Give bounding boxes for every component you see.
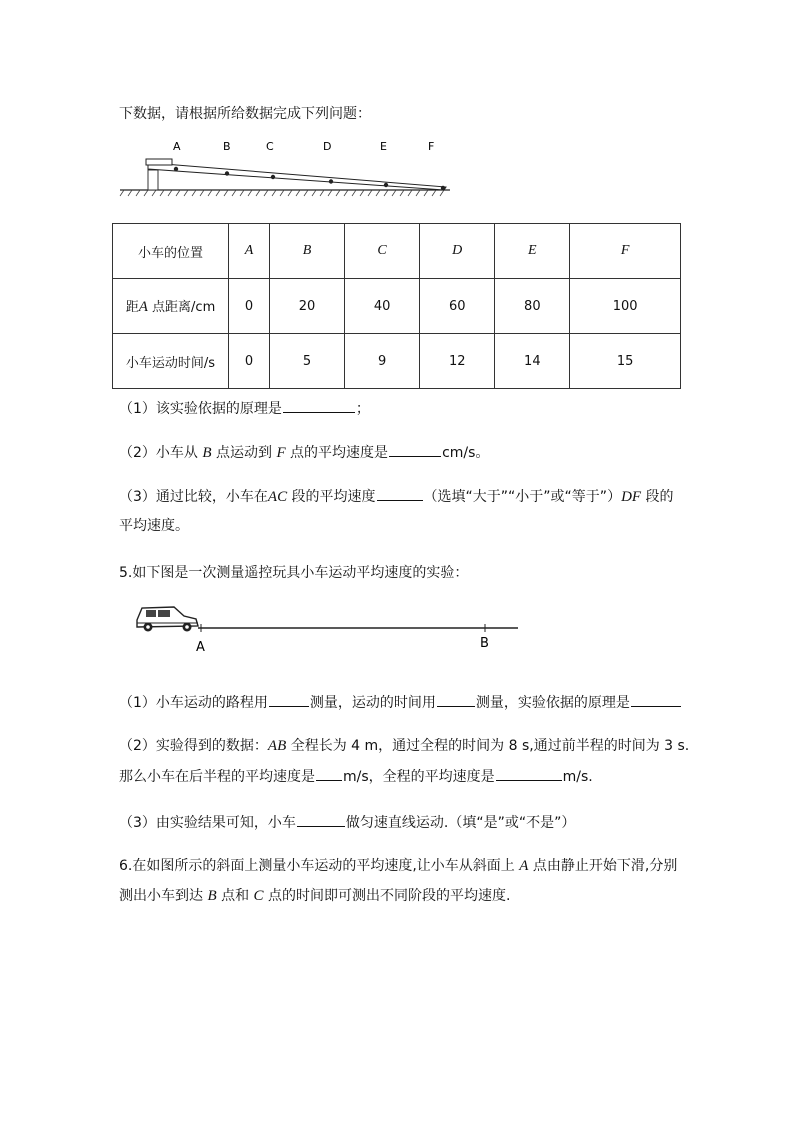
- q5-part3: [119, 812, 575, 833]
- q5-part1-text-a: （1）小车运动的路程用: [119, 695, 268, 711]
- incline-board: [148, 163, 446, 190]
- table-cell: 20: [269, 279, 344, 334]
- table-cell: 9: [345, 334, 420, 389]
- q5-part2: [119, 736, 689, 756]
- table-cell: 0: [229, 334, 270, 389]
- q5-part2-line2: [119, 766, 593, 787]
- incline-point-a: [174, 167, 178, 171]
- q4-part2-text-a: （2）小车从: [119, 445, 203, 461]
- table-row: [113, 334, 681, 389]
- q4-part3-choices: （选填“大于”“小于”或“等于”）: [423, 489, 622, 505]
- table-cell: C: [345, 224, 420, 279]
- q4-part1-text: （1）该实验依据的原理是: [119, 401, 282, 417]
- q6-text-a: 6.在如图所示的斜面上测量小车运动的平均速度,让小车从斜面上: [119, 858, 520, 874]
- q6-line2-c: 点和: [216, 888, 254, 904]
- incline-label-e: E: [380, 140, 387, 153]
- table-cell: 60: [420, 279, 495, 334]
- q5-part2-segment-ab: AB: [267, 738, 287, 754]
- distance-header-post: 点距离/cm: [147, 300, 216, 315]
- table-cell: B: [269, 224, 344, 279]
- table-cell: F: [570, 224, 681, 279]
- q4-part3-text-c: 段的平均速度: [287, 489, 376, 505]
- q5-title: 5.如下图是一次测量遥控玩具小车运动平均速度的实验：: [119, 565, 469, 581]
- track-label-a: A: [196, 640, 205, 654]
- q4-part3-segment-ac: AC: [267, 489, 288, 505]
- q4-part2: [119, 442, 489, 463]
- intro-text: 下数据，请根据所给数据完成下列问题：: [119, 106, 371, 122]
- answer-blank[interactable]: [316, 766, 342, 781]
- q4-part3-text-f: 段的: [641, 489, 674, 505]
- small-cart: [146, 159, 172, 165]
- table-row: [113, 279, 681, 334]
- q5-part2-text-c: 全程长为 4 m，通过全程的时间为 8 s,通过前半程的时间为 3 s.: [286, 738, 690, 754]
- ground-hatch: [120, 190, 450, 196]
- table-cell: 0: [229, 279, 270, 334]
- distance-header-pre: 距: [125, 300, 139, 315]
- table-cell: 5: [269, 334, 344, 389]
- q5-part1-text-c: 测量，实验依据的原理是: [475, 695, 630, 711]
- q4-part1: [119, 398, 370, 419]
- answer-blank[interactable]: [269, 692, 309, 707]
- q4-part3: [119, 486, 674, 507]
- q4-part2-text-e: 点的平均速度是: [285, 445, 389, 461]
- q4-part1-tail: ；: [355, 401, 370, 417]
- q5-part2-text-a: （2）实验得到的数据：: [119, 738, 268, 754]
- table-cell: 40: [345, 279, 420, 334]
- q4-part3-segment-df: DF: [621, 489, 642, 505]
- q5-part2-line2-a: 那么小车在后半程的平均速度是: [119, 769, 315, 785]
- table-cell: 80: [495, 279, 570, 334]
- q6-point-a: A: [519, 858, 529, 874]
- answer-blank[interactable]: [389, 442, 441, 457]
- q5-part1: [119, 692, 682, 713]
- q6-line2-a: 测出小车到达: [119, 888, 208, 904]
- q5-part3-text-b: 做匀速直线运动.（填“是”或“不是”）: [345, 815, 576, 831]
- incline-point-f: [441, 186, 445, 190]
- incline-label-a: A: [173, 140, 181, 153]
- incline-label-c: C: [266, 140, 274, 153]
- incline-labels: [173, 140, 434, 153]
- q4-part2-text-c: 点运动到: [211, 445, 277, 461]
- q5-part2-line2-c: m/s.: [562, 769, 593, 785]
- q6-point-c: C: [253, 888, 264, 904]
- incline-point-b: [225, 171, 229, 175]
- incline-point-d: [329, 179, 333, 183]
- incline-label-d: D: [323, 140, 332, 153]
- q6-line2-e: 点的时间即可测出不同阶段的平均速度.: [263, 888, 511, 904]
- q6-point-b: B: [207, 888, 217, 904]
- incline-point-e: [384, 183, 388, 187]
- incline-support: [148, 170, 158, 190]
- table-header-time: 小车运动时间/s: [113, 334, 229, 389]
- track-label-b: B: [480, 636, 489, 651]
- q5-part2-line2-b: m/s，全程的平均速度是: [343, 769, 495, 785]
- incline-point-c: [271, 175, 275, 179]
- q4-part2-unit: cm/s。: [442, 445, 490, 461]
- data-table: [112, 223, 681, 389]
- toy-car-icon: [137, 607, 198, 632]
- q6-line1: [119, 856, 677, 876]
- table-header-distance: [113, 279, 229, 334]
- q5-part1-text-b: 测量，运动的时间用: [309, 695, 436, 711]
- table-row: [113, 224, 681, 279]
- q4-part2-point-b: B: [202, 445, 212, 461]
- q4-part3-line2: 平均速度。: [119, 518, 189, 534]
- incline-label-f: F: [428, 140, 435, 153]
- table-cell: 12: [420, 334, 495, 389]
- q5-part3-text-a: （3）由实验结果可知，小车: [119, 815, 296, 831]
- q6-line2: [119, 886, 510, 906]
- answer-blank[interactable]: [297, 812, 345, 827]
- table-cell: 100: [570, 279, 681, 334]
- table-cell: D: [420, 224, 495, 279]
- incline-figure: [118, 138, 458, 204]
- distance-header-letter: A: [138, 299, 148, 315]
- table-cell: E: [495, 224, 570, 279]
- incline-label-b: B: [223, 140, 231, 153]
- table-header-position: 小车的位置: [113, 224, 229, 279]
- q4-part3-text-a: （3）通过比较，小车在: [119, 489, 268, 505]
- q4-part2-point-f: F: [276, 445, 286, 461]
- table-cell: 14: [495, 334, 570, 389]
- answer-blank[interactable]: [377, 486, 423, 501]
- answer-blank[interactable]: [283, 398, 355, 413]
- track-figure: [134, 602, 524, 654]
- table-cell: A: [229, 224, 270, 279]
- answer-blank[interactable]: [437, 692, 475, 707]
- table-cell: 15: [570, 334, 681, 389]
- answer-blank[interactable]: [631, 692, 681, 707]
- q6-text-c: 点由静止开始下滑,分别: [528, 858, 678, 874]
- answer-blank[interactable]: [496, 766, 562, 781]
